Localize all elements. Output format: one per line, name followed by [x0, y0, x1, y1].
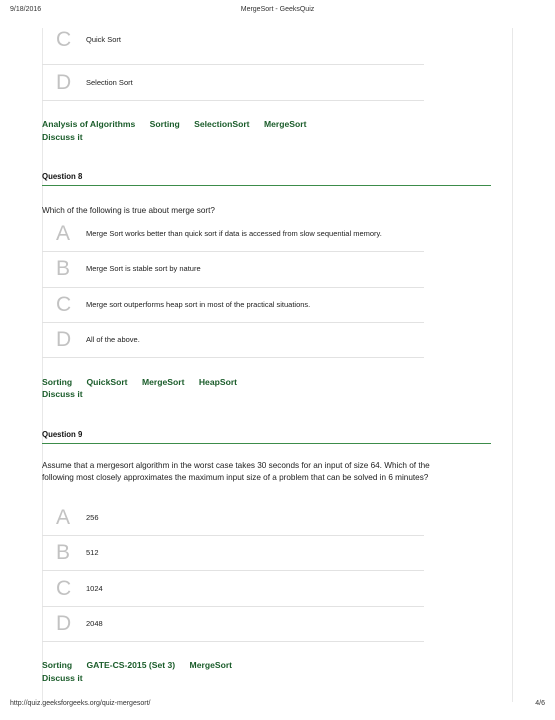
- option-divider: [42, 357, 424, 358]
- tag-link[interactable]: MergeSort: [141, 377, 185, 387]
- question-divider: [42, 443, 491, 444]
- option-letter: A: [56, 222, 71, 245]
- option-letter: C: [56, 28, 72, 51]
- discuss-link[interactable]: Discuss it: [42, 673, 83, 683]
- page-number: 4/6: [535, 700, 545, 707]
- tag-link[interactable]: Analysis of Algorithms: [42, 119, 136, 129]
- option-letter: B: [56, 541, 71, 564]
- print-url: http://quiz.geeksforgeeks.org/quiz-mergesort/: [10, 700, 151, 707]
- print-header: [0, 6, 555, 18]
- option-divider: [42, 535, 424, 536]
- option-letter: D: [56, 328, 72, 351]
- option-divider: [42, 64, 424, 65]
- option-divider: [42, 287, 424, 288]
- question-divider: [42, 185, 491, 186]
- option-text: All of the above.: [86, 335, 140, 344]
- question-text: Assume that a mergesort algorithm in the worst case takes 30 seconds for an input of size 64. Which of the following most closely approximates the maximum input size of a problem that can be solved in 6 minutes?: [42, 461, 430, 482]
- option-letter: D: [56, 612, 72, 635]
- tag-link[interactable]: HeapSort: [198, 377, 238, 387]
- tag-link[interactable]: MergeSort: [263, 119, 307, 129]
- question-heading: Question 9: [42, 430, 83, 439]
- option-text: Merge Sort works better than quick sort if data is accessed from slow sequential memory.: [86, 229, 382, 238]
- option-divider: [42, 641, 424, 642]
- option-letter: A: [56, 506, 71, 529]
- option-divider: [42, 100, 424, 101]
- content-right-border: [512, 28, 513, 702]
- option-text: Selection Sort: [86, 78, 133, 87]
- question-heading: Question 8: [42, 172, 83, 181]
- tag-link[interactable]: QuickSort: [86, 377, 128, 387]
- tag-list: [42, 660, 244, 672]
- tag-list: [42, 377, 249, 389]
- option-divider: [42, 322, 424, 323]
- tag-link[interactable]: MergeSort: [189, 660, 233, 670]
- option-text: Merge Sort is stable sort by nature: [86, 264, 201, 273]
- option-letter: C: [56, 577, 72, 600]
- print-date: 9/18/2016: [10, 6, 42, 13]
- tag-link[interactable]: GATE-CS-2015 (Set 3): [86, 660, 176, 670]
- tag-link[interactable]: Sorting: [42, 377, 73, 387]
- tag-link[interactable]: SelectionSort: [194, 119, 250, 129]
- print-footer: [0, 700, 555, 712]
- print-title: MergeSort - GeeksQuiz: [240, 6, 315, 13]
- option-c[interactable]: [42, 29, 424, 63]
- option-text: 1024: [86, 584, 103, 593]
- tag-list: [42, 119, 318, 131]
- discuss-link[interactable]: Discuss it: [42, 132, 83, 142]
- option-text: Quick Sort: [86, 35, 122, 44]
- option-divider: [42, 606, 424, 607]
- option-divider: [42, 570, 424, 571]
- option-text: 512: [86, 548, 99, 557]
- option-letter: C: [56, 293, 72, 316]
- option-text: 2048: [86, 619, 103, 628]
- tag-link[interactable]: Sorting: [42, 660, 73, 670]
- option-divider: [42, 251, 424, 252]
- tag-link[interactable]: Sorting: [149, 119, 180, 129]
- option-letter: D: [56, 71, 72, 94]
- option-letter: B: [56, 257, 71, 280]
- discuss-link[interactable]: Discuss it: [42, 389, 83, 399]
- option-text: Merge sort outperforms heap sort in most of the practical situations.: [86, 300, 311, 309]
- option-text: 256: [86, 513, 99, 522]
- question-text: Which of the following is true about merge sort?: [42, 206, 215, 215]
